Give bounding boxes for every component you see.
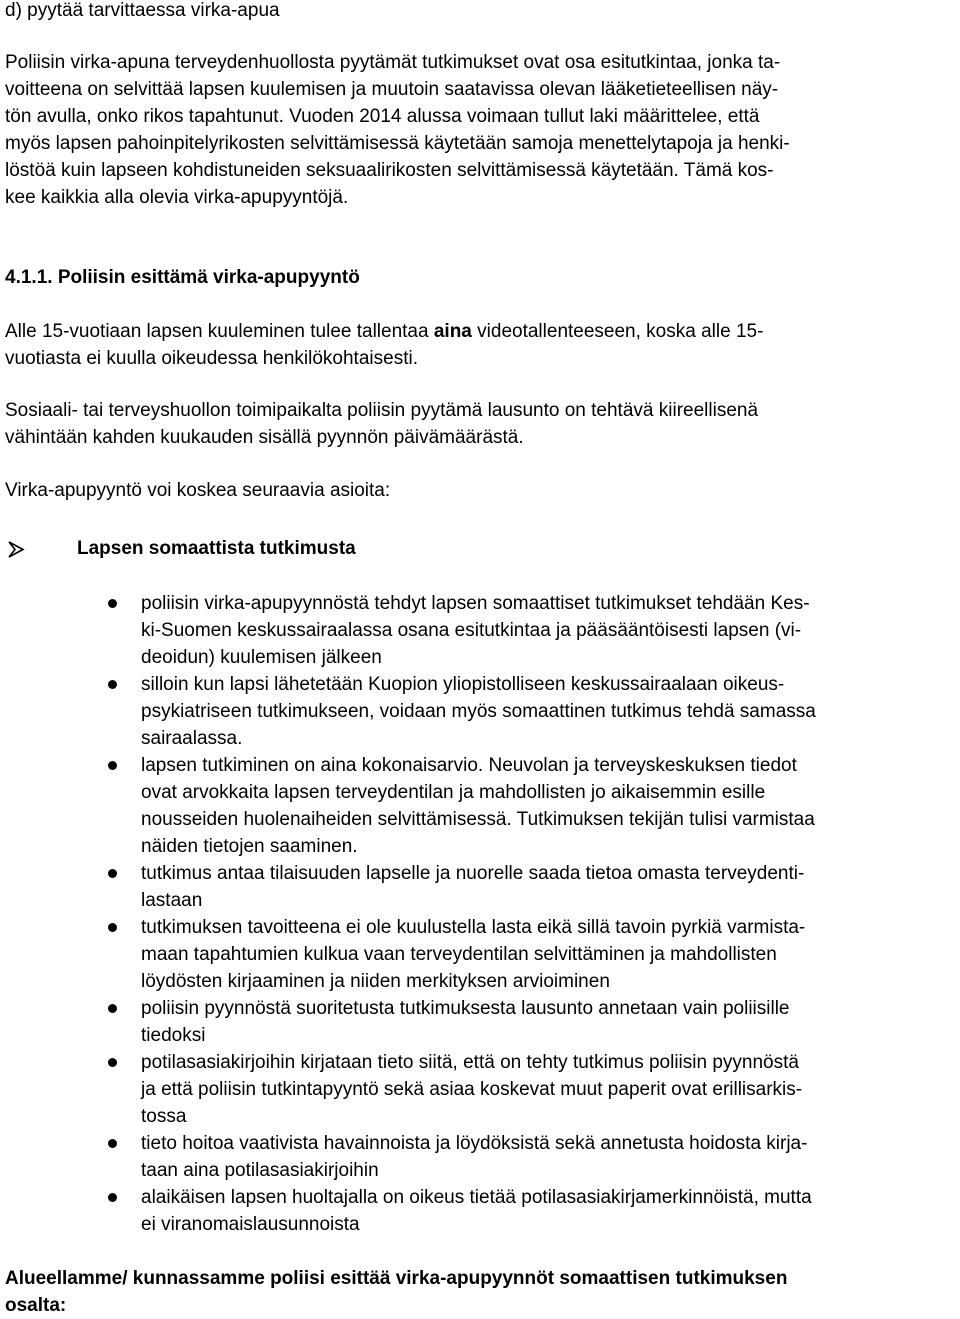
arrowhead-bullet-icon <box>5 535 27 562</box>
bullet-dot-icon <box>108 1004 117 1013</box>
list-item-line: lastaan <box>141 890 203 911</box>
intro-paragraph <box>5 49 955 211</box>
list-item-line: deoidun) kuulemisen jälkeen <box>141 647 382 668</box>
paragraph-text: Alle 15-vuotiaan lapsen kuuleminen tulee tallentaa <box>5 321 434 342</box>
bullet-dot-icon <box>108 761 117 770</box>
list-item <box>5 860 955 914</box>
intro-line: löstöä kuin lapseen kohdistuneiden seksuaalirikosten selvittämisessä käytetään. Tämä kos- <box>5 160 774 181</box>
paragraph-line: vuotiasta ei kuulla oikeudessa henkilökohtaisesti. <box>5 348 418 369</box>
intro-line: tön avulla, onko rikos tapahtunut. Vuoden 2014 alussa voimaan tullut laki määrittelee, että <box>5 106 760 127</box>
section-title: 4.1.1. Poliisin esittämä virka-apupyyntö <box>5 267 360 288</box>
list-item-line: ovat arvokkaita lapsen terveydentilan ja mahdollisten jo aikaisemmin esille <box>141 782 766 803</box>
list-item-line: näiden tietojen saaminen. <box>141 836 358 857</box>
intro-line: myös lapsen pahoinpitelyrikosten selvittämisessä käytetään samoja menettelytapoja ja henki- <box>5 133 790 154</box>
list-item-line: tutkimuksen tavoitteena ei ole kuulustella lasta eikä sillä tavoin pyrkiä varmista- <box>141 917 806 938</box>
intro-line: Poliisin virka-apuna terveydenhuollosta pyytämät tutkimukset ovat osa esitutkintaa, jonka ta- <box>5 52 781 73</box>
list-item-line: psykiatriseen tutkimukseen, voidaan myös somaattinen tutkimus tehdä samassa <box>141 701 816 722</box>
list-item-d-heading: d) pyytää tarvittaessa virka-apua <box>5 0 280 21</box>
bullet-dot-icon <box>108 1139 117 1148</box>
list-item <box>5 590 955 671</box>
bullet-dot-icon <box>108 869 117 878</box>
list-item-line: potilasasiakirjoihin kirjataan tieto siitä, että on tehty tutkimus poliisin pyynnöstä <box>141 1052 799 1073</box>
list-item-line: poliisin virka-apupyynnöstä tehdyt lapsen somaattiset tutkimukset tehdään Kes- <box>141 593 810 614</box>
list-item-line: ei viranomaislausunnoista <box>141 1214 360 1235</box>
list-item-line: tossa <box>141 1106 187 1127</box>
bullet-dot-icon <box>108 680 117 689</box>
intro-line: voitteena on selvittää lapsen kuulemisen ja muutoin saatavissa olevan lääketieteellisen näy- <box>5 79 779 100</box>
list-item-line: tiedoksi <box>141 1025 206 1046</box>
bullet-dot-icon <box>108 1193 117 1202</box>
list-item-line: maan tapahtumien kulkua vaan terveydentilan selvittäminen ja mahdollisten <box>141 944 777 965</box>
list-item-line: alaikäisen lapsen huoltajalla on oikeus tietää potilasasiakirjamerkinnöistä, mutta <box>141 1187 812 1208</box>
subheading-text: Lapsen somaattista tutkimusta <box>77 538 356 559</box>
statement-deadline-paragraph <box>5 397 955 451</box>
list-item-line: silloin kun lapsi lähetetään Kuopion yliopistolliseen keskussairaalaan oikeus- <box>141 674 785 695</box>
somatic-exam-subheading <box>5 535 955 562</box>
list-item-line: nousseiden huolenaiheiden selvittämisessä. Tutkimuksen tekijän tulisi varmistaa <box>141 809 815 830</box>
paragraph-line: Sosiaali- tai terveyshuollon toimipaikalta poliisin pyytämä lausunto on tehtävä kiireellisenä <box>5 400 759 421</box>
list-item-line: poliisin pyynnöstä suoritetusta tutkimuksesta lausunto annetaan vain poliisille <box>141 998 790 1019</box>
list-item <box>5 1130 955 1184</box>
bullet-dot-icon <box>108 599 117 608</box>
closing-line: Alueellamme/ kunnassamme poliisi esittää virka-apupyynnöt somaattisen tutkimuksen <box>5 1268 788 1289</box>
list-item-line: ki-Suomen keskussairaalassa osana esitutkintaa ja pääsääntöisesti lapsen (vi- <box>141 620 802 641</box>
list-item-line: tieto hoitoa vaativista havainnoista ja löydöksistä sekä annetusta hoidosta kirja- <box>141 1133 808 1154</box>
bullet-dot-icon <box>108 1058 117 1067</box>
list-item <box>5 752 955 860</box>
intro-line: kee kaikkia alla olevia virka-apupyyntöjä. <box>5 187 349 208</box>
list-item <box>5 1049 955 1130</box>
list-item <box>5 995 955 1049</box>
document-page <box>5 0 955 1319</box>
list-item-line: taan aina potilasasiakirjoihin <box>141 1160 379 1181</box>
paragraph-line: vähintään kahden kuukauden sisällä pyynnön päivämäärästä. <box>5 427 524 448</box>
list-item-line: tutkimus antaa tilaisuuden lapselle ja nuorelle saada tietoa omasta terveydenti- <box>141 863 805 884</box>
paragraph-text: videotallenteeseen, koska alle 15- <box>471 321 764 342</box>
list-item-line: ja että poliisin tutkintapyyntö sekä asiaa koskevat muut paperit ovat erillisarkis- <box>141 1079 803 1100</box>
list-item-line: löydösten kirjaaminen ja niiden merkityksen arvioiminen <box>141 971 610 992</box>
list-item <box>5 914 955 995</box>
list-item-line: sairaalassa. <box>141 728 243 749</box>
list-item-line: lapsen tutkiminen on aina kokonaisarvio. Neuvolan ja terveyskeskuksen tiedot <box>141 755 797 776</box>
list-item <box>5 671 955 752</box>
emphasis-text: aina <box>433 321 472 342</box>
paragraph-line <box>5 318 955 345</box>
request-topics-intro: Virka-apupyyntö voi koskea seuraavia asioita: <box>5 480 391 501</box>
somatic-exam-bullet-list <box>5 590 955 1238</box>
closing-line: osalta: <box>5 1295 67 1316</box>
list-item <box>5 1184 955 1238</box>
bullet-dot-icon <box>108 923 117 932</box>
video-recording-paragraph <box>5 318 955 372</box>
